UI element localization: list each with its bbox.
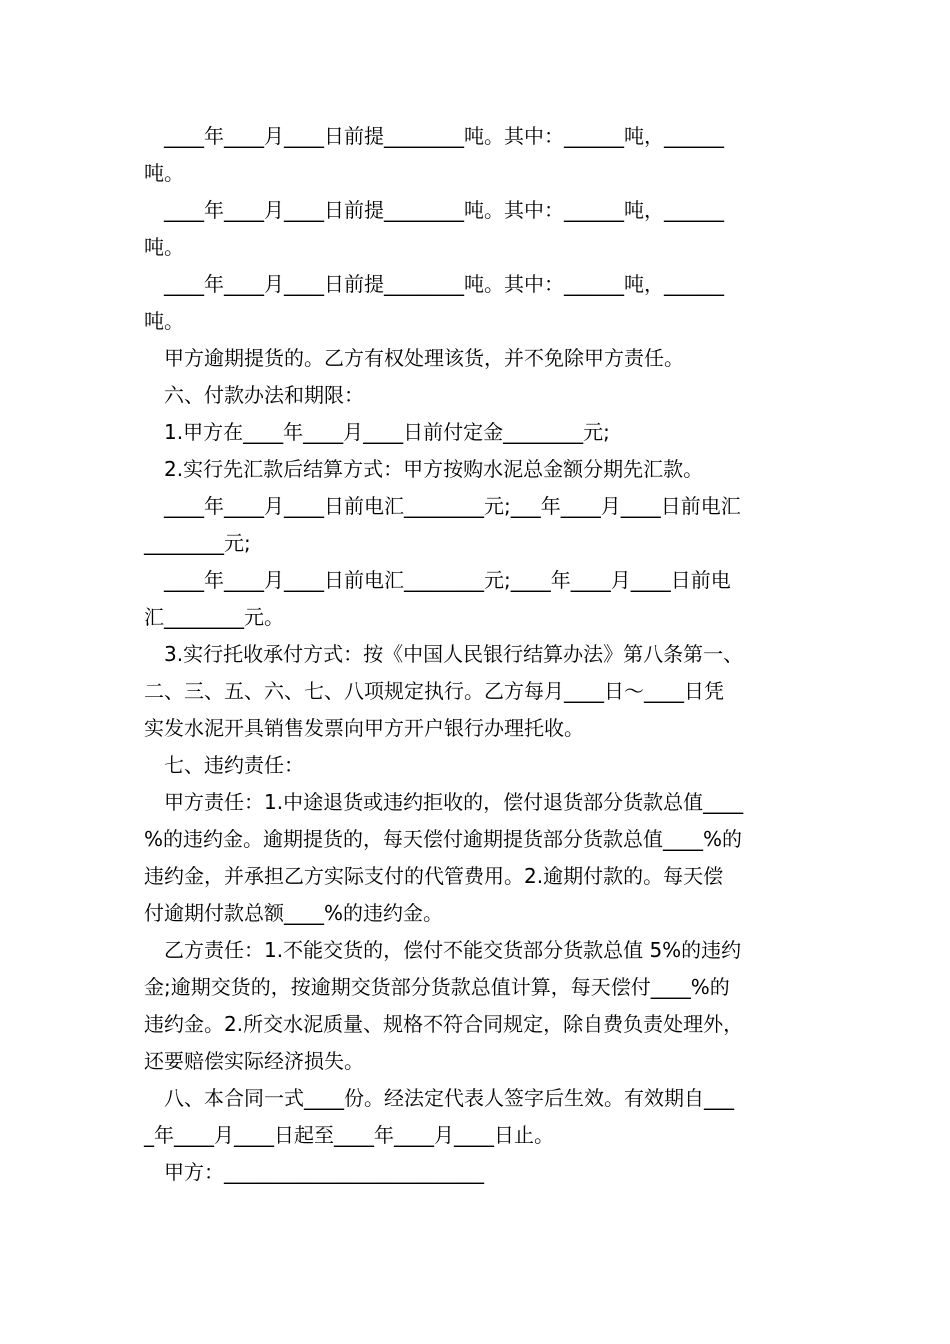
- party-b-liability-line-1: 乙方责任：1.不能交货的，偿付不能交货部分货款总值 5%的违约: [164, 938, 742, 962]
- section-8-line-2: _年____月____日起至____年____月____日止。: [144, 1123, 554, 1147]
- party-a-liability-line-2: %的违约金。逾期提货的，每天偿付逾期提货部分货款总值____%的: [144, 827, 743, 851]
- pickup-schedule-line-2-cont: 吨。: [144, 235, 184, 259]
- late-pickup-clause: 甲方逾期提货的。乙方有权处理该货，并不免除甲方责任。: [164, 346, 684, 370]
- party-b-liability-line-4: 还要赔偿实际经济损失。: [144, 1049, 364, 1073]
- section-8-line-1: 八、本合同一式____份。经法定代表人签字后生效。有效期自___: [164, 1086, 734, 1110]
- collection-clause-line-3: 实发水泥开具销售发票向甲方开户银行办理托收。: [144, 716, 584, 740]
- remit-schedule-line-1-cont: ________元;: [144, 531, 251, 555]
- section-7-heading: 七、违约责任：: [164, 753, 304, 777]
- pickup-schedule-line-3: ____年____月____日前提________吨。其中：______吨，______: [164, 272, 724, 296]
- party-a-signature-line: 甲方：__________________________: [164, 1160, 484, 1184]
- party-a-liability-line-4: 付逾期付款总额____%的违约金。: [144, 901, 444, 925]
- remit-schedule-line-2: ____年____月____日前电汇________元;____年____月____日前电: [164, 568, 731, 592]
- pickup-schedule-line-2: ____年____月____日前提________吨。其中：______吨，______: [164, 198, 724, 222]
- payment-deposit-clause: 1.甲方在____年____月____日前付定金________元;: [164, 420, 610, 444]
- party-b-liability-line-3: 违约金。2.所交水泥质量、规格不符合同规定，除自费负责处理外，: [144, 1012, 744, 1036]
- document-body: [144, 118, 808, 1191]
- payment-remit-clause: 2.实行先汇款后结算方式：甲方按购水泥总金额分期先汇款。: [164, 457, 704, 481]
- section-6-heading: 六、付款办法和期限：: [164, 383, 364, 407]
- remit-schedule-line-1: ____年____月____日前电汇________元;___年____月____日前电汇: [164, 494, 741, 518]
- pickup-schedule-line-1: ____年____月____日前提________吨。其中：______吨，______: [164, 124, 724, 148]
- pickup-schedule-line-1-cont: 吨。: [144, 161, 184, 185]
- remit-schedule-line-2-cont: 汇________元。: [144, 605, 284, 629]
- collection-clause-line-1: 3.实行托收承付方式：按《中国人民银行结算办法》第八条第一、: [164, 642, 744, 666]
- party-a-liability-line-1: 甲方责任：1.中途退货或违约拒收的，偿付退货部分货款总值____: [164, 790, 744, 814]
- pickup-schedule-line-3-cont: 吨。: [144, 309, 184, 333]
- party-b-liability-line-2: 金;逾期交货的，按逾期交货部分货款总值计算，每天偿付____%的: [144, 975, 730, 999]
- party-a-liability-line-3: 违约金，并承担乙方实际支付的代管费用。2.逾期付款的。每天偿: [144, 864, 724, 888]
- collection-clause-line-2: 二、三、五、六、七、八项规定执行。乙方每月____日～____日凭: [144, 679, 724, 703]
